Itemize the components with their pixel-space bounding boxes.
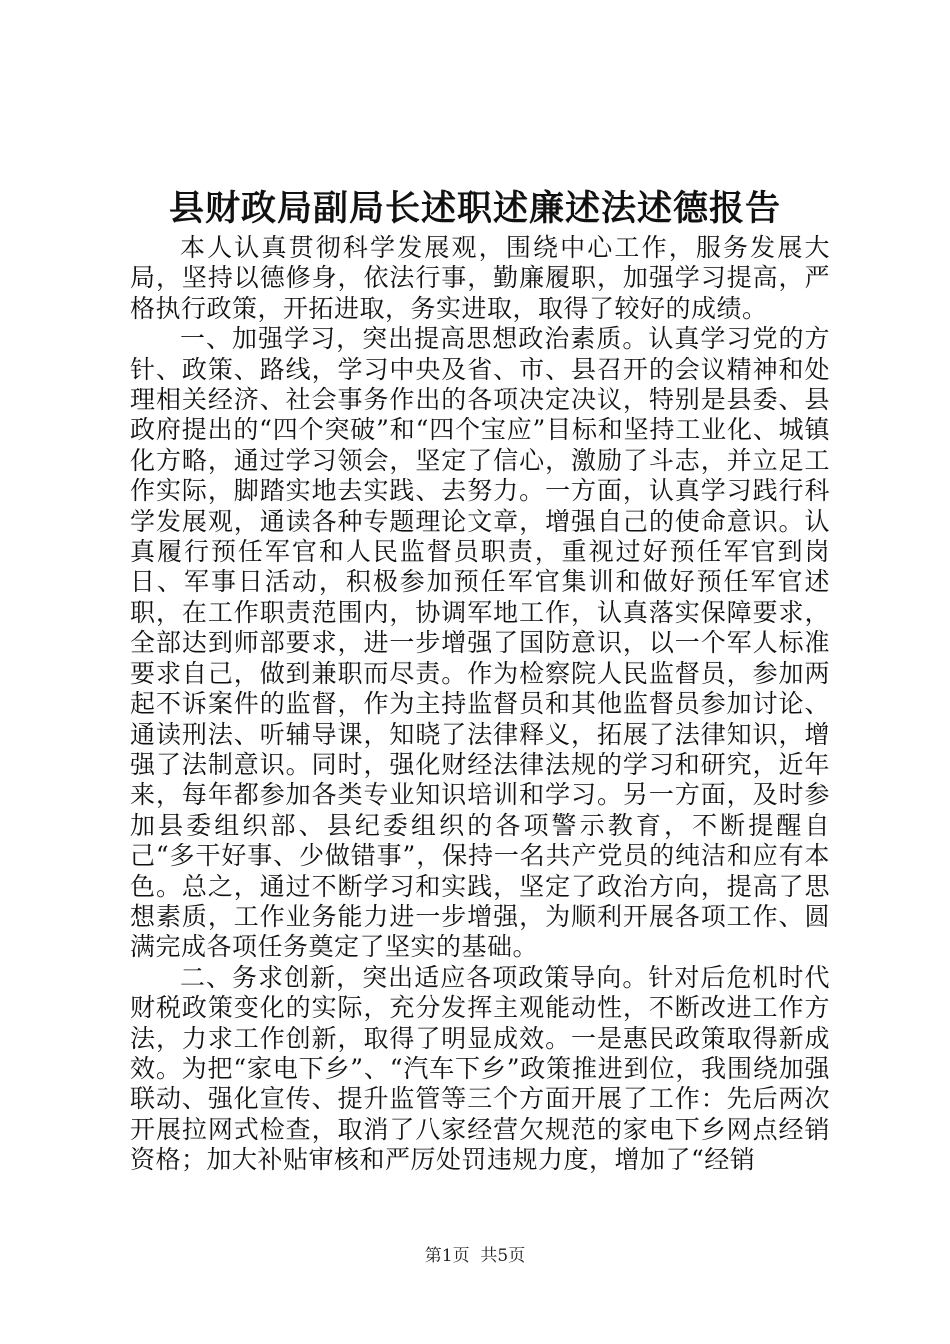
paragraph-section-one: 一、加强学习，突出提高思想政治素质。认真学习党的方针、政策、路线，学习中央及省、市、县召开的会议精神和处理相关经济、社会事务作出的各项决定决议，特别是县委、县政府提出的“四个突破”和“四个宝应”目标和坚持工业化、城镇化方略，通过学习领会，坚定了信心，激励了斗志，并立足工作实际，脚踏实地去实践、去努力。一方面，认真学习践行科学发展观，通读各种专题理论文章，增强自己的使命意识。认真履行预任军官和人民监督员职责，重视过好预任军官到岗日、军事日活动，积极参加预任军官集训和做好预任军官述职，在工作职责范围内，协调军地工作，认真落实保障要求，全部达到师部要求，进一步增强了国防意识，以一个军人标准要求自己，做到兼职而尽责。作为检察院人民监督员，参加两起不诉案件的监督，作为主持监督员和其他监督员参加讨论、通读刑法、听辅导课，知晓了法律释义，拓展了法律知识，增强了法制意识。同时，强化财经法律法规的学习和研究，近年来，每年都参加各类专业知识培训和学习。另一方面，及时参加县委组织部、县纪委组织的各项警示教育，不断提醒自己“多干好事、少做错事”，保持一名共产党员的纯洁和应有本色。总之，通过不断学习和实践，坚定了政治方向，提高了思想素质，工作业务能力进一步增强，为顺利开展各项工作、圆满完成各项任务奠定了坚实的基础。 [130, 324, 830, 962]
page-total: 共5页 [480, 1246, 526, 1266]
page-footer [0, 1244, 950, 1268]
page-number: 第1页 [424, 1246, 470, 1266]
paragraph-intro: 本人认真贯彻科学发展观，围绕中心工作，服务发展大局，坚持以德修身，依法行事，勤廉履职，加强学习提高，严格执行政策，开拓进取，务实进取，取得了较好的成绩。 [130, 233, 830, 323]
paragraph-section-two: 二、务求创新，突出适应各项政策导向。针对后危机时代财税政策变化的实际，充分发挥主观能动性，不断改进工作方法，力求工作创新，取得了明显成效。一是惠民政策取得新成效。为把“家电下乡”、“汽车下乡”政策推进到位，我围绕加强联动、强化宣传、提升监管等三个方面开展了工作：先后两次开展拉网式检查，取消了八家经营欠规范的家电下乡网点经销资格；加大补贴审核和严厉处罚违规力度，增加了“经销 [130, 962, 830, 1175]
document-body [130, 233, 830, 1176]
document-title: 县财政局副局长述职述廉述法述德报告 [168, 188, 781, 229]
